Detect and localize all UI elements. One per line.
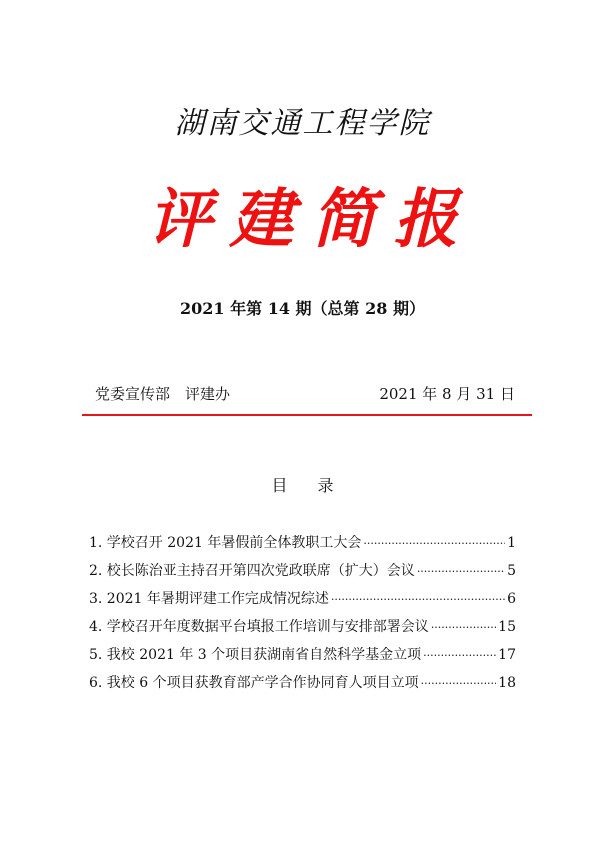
toc-item-label: 1. 学校召开 2021 年暑假前全体教职工大会 [89, 535, 362, 551]
issue-date: 2021 年 8 月 31 日 [379, 385, 515, 403]
toc-item-label: 2. 校长陈治亚主持召开第四次党政联席（扩大）会议 [89, 563, 415, 579]
red-divider [82, 414, 532, 416]
toc-item-page: 5 [507, 563, 516, 579]
issue-number: 2021 年第 14 期（总第 28 期） [180, 299, 425, 318]
toc-item[interactable] [89, 560, 516, 586]
toc-leader-dots [431, 621, 496, 634]
toc-item-page: 1 [507, 535, 516, 551]
toc-item-label: 4. 学校召开年度数据平台填报工作培训与安排部署会议 [89, 619, 429, 635]
toc-leader-dots [417, 565, 505, 578]
toc-item-page: 6 [507, 591, 516, 607]
toc-item[interactable] [89, 532, 516, 558]
institution-name: 湖南交通工程学院 [174, 106, 431, 141]
toc-item-page: 17 [498, 647, 516, 663]
toc-leader-dots [423, 649, 496, 662]
toc-item[interactable] [89, 644, 516, 670]
toc-leader-dots [363, 537, 505, 550]
toc-item[interactable] [89, 616, 516, 642]
table-of-contents [89, 532, 516, 700]
issuer-date-row [95, 383, 515, 405]
toc-leader-dots [331, 593, 505, 606]
toc-item-label: 3. 2021 年暑期评建工作完成情况综述 [89, 591, 329, 607]
bulletin-title: 评建简报 [147, 183, 476, 257]
toc-item[interactable] [89, 672, 516, 698]
toc-item-page: 18 [498, 675, 516, 691]
toc-item-page: 15 [498, 619, 516, 635]
issuer: 党委宣传部 评建办 [95, 385, 231, 403]
toc-heading: 目录 [271, 476, 364, 495]
toc-item[interactable] [89, 588, 516, 614]
toc-item-label: 6. 我校 6 个项目获教育部产学合作协同育人项目立项 [89, 675, 419, 691]
toc-leader-dots [421, 677, 497, 690]
toc-item-label: 5. 我校 2021 年 3 个项目获湖南省自然科学基金立项 [89, 647, 422, 663]
